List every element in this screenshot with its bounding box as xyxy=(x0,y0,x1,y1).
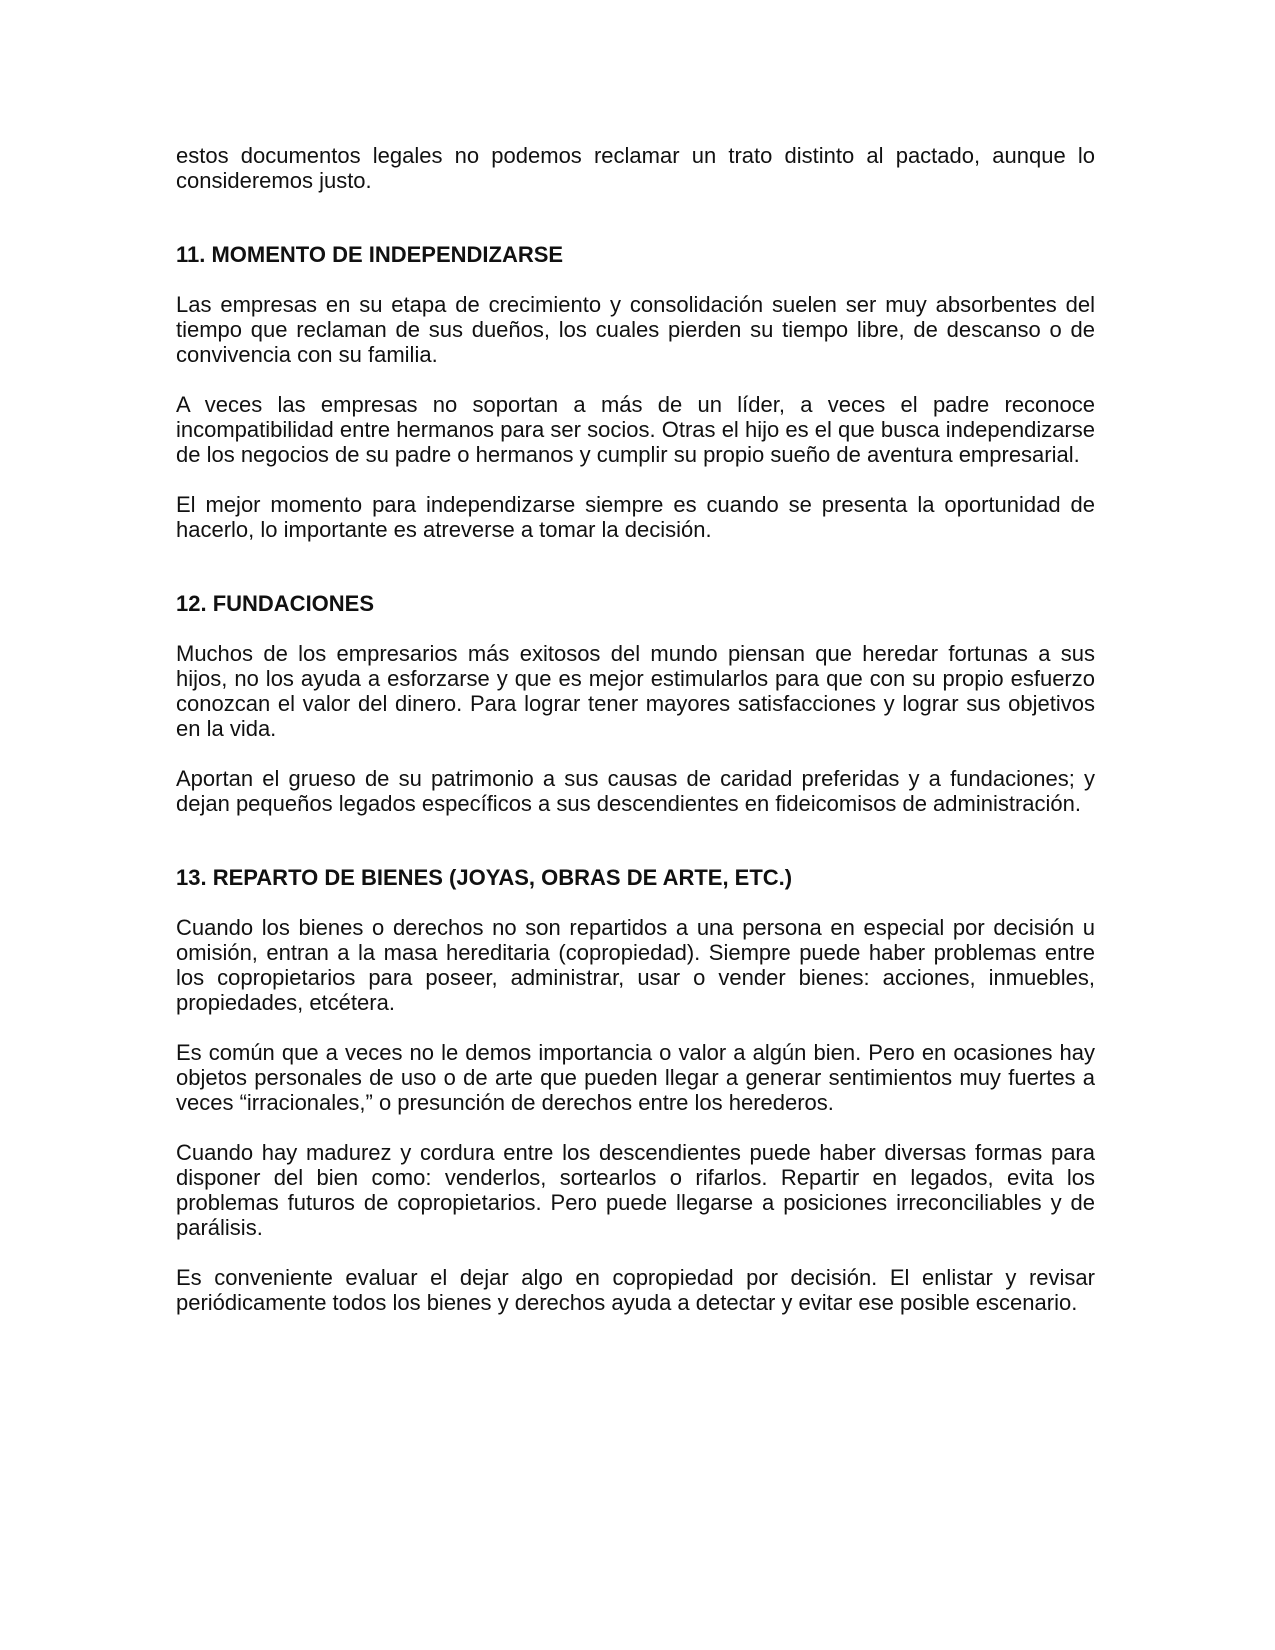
section-momento-de-independizarse xyxy=(176,242,1095,542)
section-heading: 13. REPARTO DE BIENES (JOYAS, OBRAS DE ARTE, ETC.) xyxy=(176,865,793,890)
paragraph: Es conveniente evaluar el dejar algo en copropiedad por decisión. El enlistar y revisar periódicamente todos los bienes y derechos ayuda a detectar y evitar ese posible escenario. xyxy=(176,1265,1095,1315)
paragraph: Las empresas en su etapa de crecimiento y consolidación suelen ser muy absorbentes del tiempo que reclaman de sus dueños, los cuales pierden su tiempo libre, de descanso o de convivencia con su familia. xyxy=(176,292,1095,367)
paragraph: Cuando los bienes o derechos no son repartidos a una persona en especial por decisión u omisión, entran a la masa hereditaria (copropiedad). Siempre puede haber problemas entre los copropietarios para poseer, administrar, usar o vender bienes: acciones, inmuebles, propiedades, etcétera. xyxy=(176,915,1095,1015)
intro-paragraph: estos documentos legales no podemos reclamar un trato distinto al pactado, aunque lo consideremos justo. xyxy=(176,143,1095,193)
section-heading: 11. MOMENTO DE INDEPENDIZARSE xyxy=(176,242,564,267)
paragraph: El mejor momento para independizarse siempre es cuando se presenta la oportunidad de hacerlo, lo importante es atreverse a tomar la decisión. xyxy=(176,492,1095,542)
section-heading: 12. FUNDACIONES xyxy=(176,591,375,616)
section-reparto-de-bienes xyxy=(176,865,1095,1315)
paragraph: Aportan el grueso de su patrimonio a sus causas de caridad preferidas y a fundaciones; y dejan pequeños legados específicos a sus descendientes en fideicomisos de administración. xyxy=(176,766,1095,816)
section-fundaciones xyxy=(176,591,1095,816)
document-page xyxy=(176,143,1095,1315)
paragraph: Muchos de los empresarios más exitosos del mundo piensan que heredar fortunas a sus hijos, no los ayuda a esforzarse y que es mejor estimularlos para que con su propio esfuerzo conozcan el valor del dinero. Para lograr tener mayores satisfacciones y lograr sus objetivos en la vida. xyxy=(176,641,1095,741)
paragraph: A veces las empresas no soportan a más de un líder, a veces el padre reconoce incompatibilidad entre hermanos para ser socios. Otras el hijo es el que busca independizarse de los negocios de su padre o hermanos y cumplir su propio sueño de aventura empresarial. xyxy=(176,392,1095,467)
paragraph: Es común que a veces no le demos importancia o valor a algún bien. Pero en ocasiones hay objetos personales de uso o de arte que pueden llegar a generar sentimientos muy fuertes a veces “irracionales,” o presunción de derechos entre los herederos. xyxy=(176,1040,1095,1115)
paragraph: Cuando hay madurez y cordura entre los descendientes puede haber diversas formas para disponer del bien como: venderlos, sortearlos o rifarlos. Repartir en legados, evita los problemas futuros de copropietarios. Pero puede llegarse a posiciones irreconciliables y de parálisis. xyxy=(176,1140,1095,1240)
